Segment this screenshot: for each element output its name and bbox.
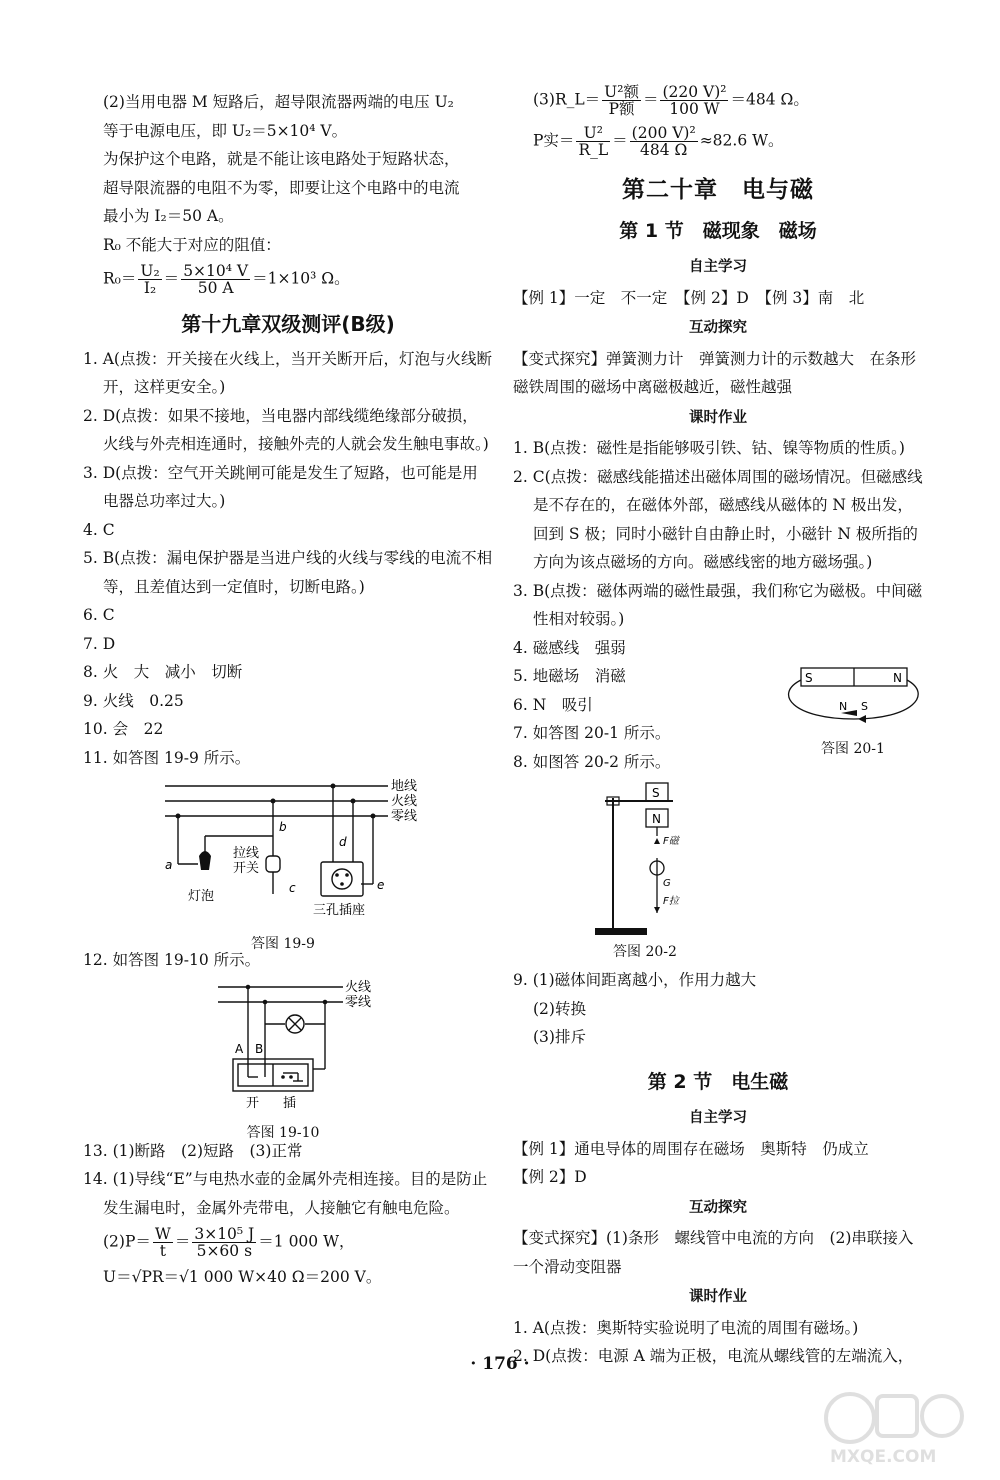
eq-part: ≈82.6 W。 — [699, 131, 784, 150]
point-d: d — [339, 835, 347, 849]
eq-num: U₂ — [140, 262, 160, 280]
text-line: 等于电源电压，即 U₂＝5×10⁴ V。 — [103, 121, 348, 140]
equation-r0 — [83, 263, 493, 296]
answer-item: 4. 磁感线 强弱 — [513, 638, 626, 657]
label-zero: 零线 — [391, 809, 418, 824]
right-column — [513, 83, 923, 1371]
chapter-19-title: 第十九章双级测评(B级) — [181, 312, 395, 336]
answer-item: 6. N 吸引 — [513, 695, 593, 714]
point-e: e — [377, 878, 385, 892]
answer-item: 8. 火 大 减小 切断 — [83, 663, 243, 681]
label-A: A — [235, 1041, 244, 1056]
magnet-s: S — [805, 670, 813, 685]
answer-item: 7. D — [83, 634, 116, 653]
page-number: · 176 · — [470, 1354, 530, 1374]
watermark-logo — [822, 1388, 972, 1468]
eq-part: ＝ — [612, 131, 628, 150]
subheading: 课时作业 — [689, 1289, 747, 1305]
answer-item: 13. (1)断路 (2)短路 (3)正常 — [83, 1141, 303, 1160]
eq-part: ＝ — [642, 90, 659, 109]
figure-19-9 — [83, 774, 493, 952]
caption-19-9: 答图 19-9 — [251, 935, 315, 952]
equation-power — [83, 1226, 493, 1259]
eq-part: ＝484 Ω。 — [730, 90, 809, 109]
label-cha: 插 — [283, 1095, 297, 1111]
text-line: 最小为 I₂＝50 A。 — [103, 207, 234, 225]
equation-voltage: U＝√PR＝√1 000 W×40 Ω＝200 V。 — [103, 1268, 382, 1286]
text-line: R₀ 不能大于对应的阻值： — [103, 235, 281, 254]
example-answers: 【例 1】通电导体的周围存在磁场 奥斯特 仍成立 — [513, 1139, 869, 1158]
eq-num: (220 V)² — [662, 83, 727, 101]
eq-part: (3)R_L＝ — [533, 90, 601, 109]
variant-answer: 【变式探究】弹簧测力计 弹簧测力计的示数越大 在条形磁铁周围的磁场中离磁极越近，磁性越强 — [513, 349, 917, 396]
answer-item: 7. 如答图 20-1 所示。 — [513, 724, 671, 742]
point-b: b — [279, 820, 287, 834]
eq-den: I₂ — [143, 279, 157, 297]
answer-item: 3. B(点拨：磁体两端的磁性最强，我们称它为磁极。中间磁性相对较弱。) — [513, 581, 923, 628]
figure-20-2 — [513, 778, 923, 966]
label-fire: 火线 — [391, 794, 418, 809]
figure-20-1 — [783, 664, 923, 764]
example-answers: 【例 2】D — [513, 1168, 587, 1186]
stand-diagram-20-2 — [583, 778, 783, 938]
point-c: c — [289, 881, 296, 895]
eq-den: 50 A — [197, 279, 234, 297]
section-1-title: 第 1 节 磁现象 磁场 — [619, 219, 817, 242]
eq-part: ＝ — [174, 1232, 191, 1251]
answer-item: 2. D(点拨：如果不接地，当电器内部线缆绝缘部分破损，火线与外壳相连通时，接触外壳的人就会发生触电事故。) — [83, 406, 489, 453]
answer-item: 2. C(点拨：磁感线能描述出磁体周围的磁场情况。但磁感线是不存在的，在磁体外部，磁感线从磁体的 N 极出发，回到 S 极；同时小磁针自由静止时，小磁针 N 极所指的方向为该点磁场的方向。磁感线密的地方磁场强。) — [513, 467, 923, 571]
answer-item: 3. D(点拨：空气开关跳闸可能是发生了短路，也可能是用电器总功率过大。) — [83, 463, 478, 510]
text-line: 超导限流器的电阻不为零，即要让这个电路中的电流 — [103, 178, 460, 197]
label-B: B — [255, 1041, 264, 1056]
eq-num: 5×10⁴ V — [183, 262, 249, 280]
eq-part: R₀＝ — [103, 269, 137, 288]
answer-item: 10. 会 22 — [83, 720, 164, 738]
equation-p-actual — [513, 125, 923, 158]
magnet-n: N — [893, 670, 902, 685]
eq-part: ＝ — [163, 269, 180, 288]
left-column — [83, 88, 493, 1292]
items-4-8-block — [513, 634, 923, 777]
answer-item: 9. 火线 0.25 — [83, 691, 184, 710]
subheading: 互动探究 — [689, 320, 747, 336]
subheading: 自主学习 — [689, 1110, 747, 1126]
stand-base — [595, 928, 647, 935]
eq-num: W — [154, 1225, 171, 1243]
label-switch1: 拉线 — [233, 846, 260, 861]
eq-den: 100 W — [669, 100, 720, 118]
circuit-diagram-19-9 — [83, 774, 493, 924]
answer-item: 5. 地磁场 消磁 — [513, 667, 626, 685]
label-socket: 三孔插座 — [313, 903, 366, 918]
equation-rl — [513, 84, 923, 117]
eq-part: ＝1 000 W， — [258, 1232, 355, 1251]
point-a: a — [165, 858, 173, 872]
needle-n: N — [839, 699, 848, 713]
eq-part: ＝1×10³ Ω。 — [252, 269, 350, 288]
magnet-n: N — [652, 812, 661, 826]
circuit-diagram-19-10 — [83, 977, 493, 1112]
answer-item: 1. A(点拨：奥斯特实验说明了电流的周围有磁场。) — [513, 1318, 859, 1337]
answer-item: 1. B(点拨：磁性是指能够吸引铁、钴、镍等物质的性质。) — [513, 439, 905, 457]
label-zero: 零线 — [345, 994, 372, 1010]
label-kai: 开 — [246, 1095, 260, 1111]
example-answers: 【例 1】一定 不一定 【例 2】D 【例 3】南 北 — [513, 288, 865, 307]
label-bulb: 灯泡 — [188, 889, 215, 904]
caption-19-10: 答图 19-10 — [246, 1125, 320, 1141]
eq-part: (2)P＝ — [103, 1232, 151, 1251]
eq-num: U²额 — [604, 83, 639, 101]
answer-item: 12. 如答图 19-10 所示。 — [83, 951, 261, 969]
magnet-s: S — [652, 786, 660, 800]
answer-item: 1. A(点拨：开关接在火线上，当开关断开后，灯泡与火线断开，这样更安全。) — [83, 349, 492, 396]
answer-item: 2. D(点拨：电源 A 端为正极，电流从螺线管的左端流入， — [513, 1347, 914, 1365]
figure-19-10 — [83, 977, 493, 1141]
chapter-20-title: 第二十章 电与磁 — [622, 177, 814, 203]
magnet-diagram-20-1 — [783, 664, 923, 724]
section-2-title: 第 2 节 电生磁 — [647, 1070, 789, 1093]
eq-part: P实＝ — [533, 131, 575, 150]
eq-den: t — [159, 1242, 166, 1260]
caption-20-1: 答图 20-1 — [821, 741, 885, 757]
subheading: 自主学习 — [689, 259, 747, 275]
force-magnetic: F磁 — [663, 836, 679, 847]
eq-den: P额 — [608, 100, 635, 118]
eq-num: U² — [576, 125, 610, 142]
answer-item: 9. (1)磁体间距离越小，作用力越大 — [513, 971, 757, 989]
label-fire: 火线 — [345, 979, 372, 995]
eq-num: (200 V)² — [631, 124, 696, 142]
force-gravity: G — [663, 878, 671, 889]
eq-num: 3×10⁵ J — [194, 1225, 255, 1243]
label-switch2: 开关 — [233, 861, 260, 876]
subheading: 互动探究 — [689, 1199, 747, 1216]
answer-item: 8. 如图答 20-2 所示。 — [513, 752, 671, 771]
text-line: 为保护这个电路，就是不能让该电路处于短路状态， — [103, 150, 460, 168]
subheading: 课时作业 — [689, 409, 747, 426]
answer-item: 4. C — [83, 520, 115, 539]
force-pull: F拉 — [663, 896, 679, 907]
variant-answer: 【变式探究】(1)条形 螺线管中电流的方向 (2)串联接入一个滑动变阻器 — [513, 1229, 914, 1276]
answer-subitem: (2)转换 — [533, 999, 586, 1018]
answer-item: 11. 如答图 19-9 所示。 — [83, 748, 251, 767]
eq-den: R_L — [578, 141, 609, 159]
caption-20-2: 答图 20-2 — [613, 944, 677, 960]
answer-subitem: (3)排斥 — [533, 1028, 586, 1046]
text-line: (2)当用电器 M 短路后，超导限流器两端的电压 U₂ — [103, 93, 454, 111]
eq-den: 5×60 s — [196, 1242, 253, 1260]
answer-item: 6. C — [83, 606, 115, 624]
answer-item: 5. B(点拨：漏电保护器是当进户线的火线与零线的电流不相等，且差值达到一定值时，切断电路。) — [83, 549, 493, 596]
answer-item: 14. (1)导线“E”与电热水壶的金属外壳相连接。目的是防止发生漏电时，金属外壳带电，人接触它有触电危险。 — [83, 1170, 488, 1217]
eq-den: 484 Ω — [639, 141, 688, 159]
label-ground: 地线 — [391, 779, 418, 794]
needle-s: S — [861, 699, 868, 713]
watermark-text: MXQE.COM — [830, 1447, 937, 1467]
